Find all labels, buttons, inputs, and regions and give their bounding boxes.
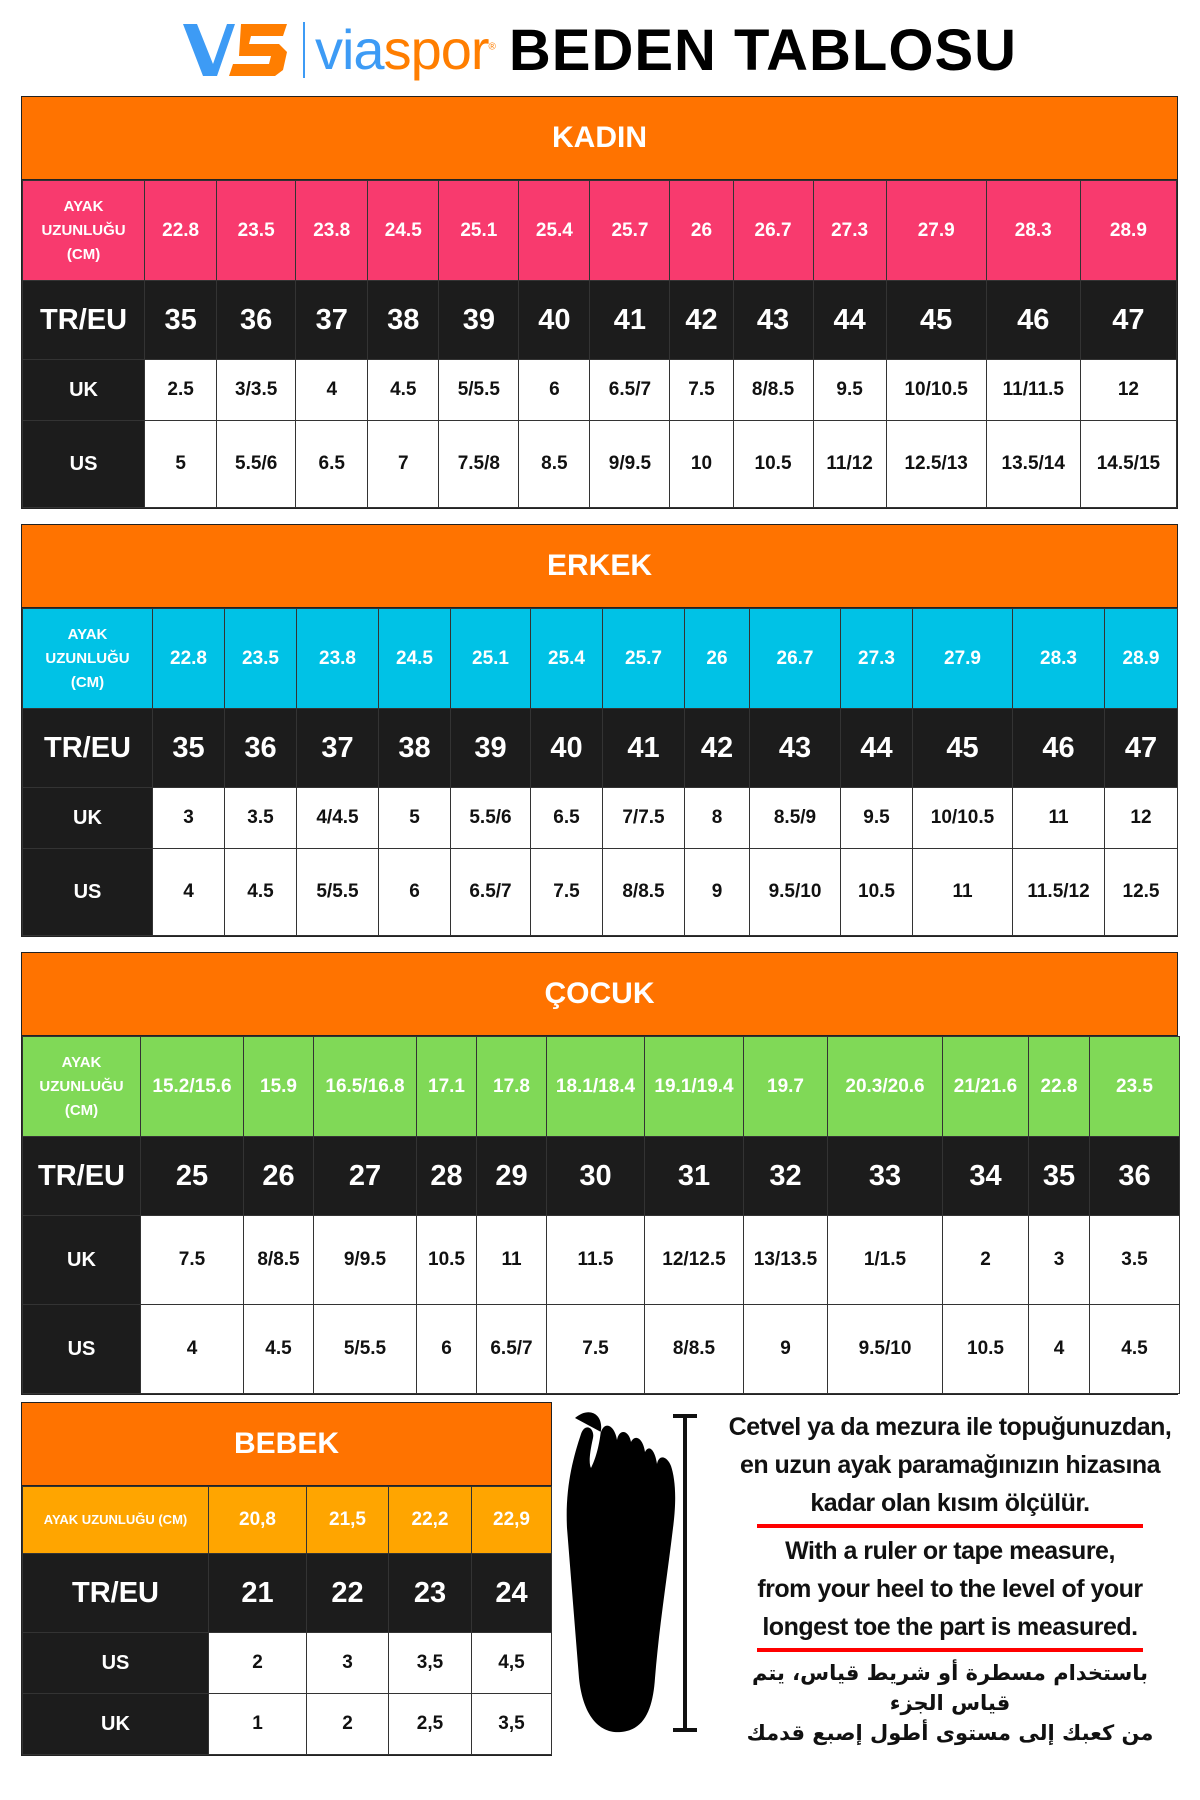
size-cell: 3 (1029, 1216, 1090, 1305)
kadin-size-grid (22, 180, 1177, 508)
size-cell: 41 (603, 709, 685, 788)
size-cell: 23.8 (296, 181, 368, 281)
size-cell: 25.4 (531, 609, 603, 709)
row-label: AYAK UZUNLUĞU (CM) (23, 1037, 141, 1137)
erkek-size-grid (22, 608, 1178, 936)
kadin-row-ayak-uzunlu-u-cm- (23, 181, 1177, 281)
size-cell: 24.5 (368, 181, 439, 281)
size-cell: 9.5/10 (750, 849, 841, 936)
foot-silhouette-icon (567, 1412, 675, 1732)
size-cell: 37 (297, 709, 379, 788)
size-cell: 3 (307, 1633, 389, 1694)
size-cell: 45 (913, 709, 1013, 788)
size-cell: 47 (1080, 281, 1176, 360)
size-cell: 7.5 (531, 849, 603, 936)
size-cell: 10.5 (733, 421, 813, 508)
size-cell: 4.5 (225, 849, 297, 936)
erkek-row-us (23, 849, 1178, 936)
size-cell: 4 (141, 1305, 244, 1394)
size-cell: 32 (744, 1137, 828, 1216)
red-divider (757, 1648, 1143, 1652)
row-label: US (23, 1633, 209, 1694)
size-cell: 16.5/16.8 (314, 1037, 417, 1137)
size-cell: 20,8 (209, 1487, 307, 1554)
size-cell: 35 (153, 709, 225, 788)
size-cell: 22.8 (1029, 1037, 1090, 1137)
size-cell: 27.9 (886, 181, 986, 281)
size-cell: 25.7 (590, 181, 670, 281)
size-cell: 26.7 (733, 181, 813, 281)
instruction-tr-line: kadar olan kısım ölçülür. (810, 1489, 1090, 1517)
row-label: TR/EU (23, 1137, 141, 1216)
brand-wordmark: viaspor® (314, 18, 495, 81)
size-cell: 27.3 (813, 181, 886, 281)
kadin-row-us (23, 421, 1177, 508)
size-cell: 15.9 (244, 1037, 314, 1137)
size-cell: 13.5/14 (986, 421, 1080, 508)
size-cell: 7.5/8 (439, 421, 519, 508)
size-cell: 23.5 (225, 609, 297, 709)
size-cell: 2.5 (145, 360, 217, 421)
size-cell: 43 (733, 281, 813, 360)
size-cell: 6.5/7 (451, 849, 531, 936)
bebek-size-table (21, 1402, 552, 1756)
size-cell: 5 (145, 421, 217, 508)
size-cell: 5.5/6 (217, 421, 296, 508)
size-cell: 8/8.5 (645, 1305, 744, 1394)
size-cell: 28.9 (1080, 181, 1176, 281)
size-cell: 26.7 (750, 609, 841, 709)
size-cell: 9/9.5 (590, 421, 670, 508)
measure-bar-icon (673, 1414, 697, 1732)
size-cell: 25.1 (451, 609, 531, 709)
size-cell: 11/11.5 (986, 360, 1080, 421)
size-cell: 2,5 (389, 1694, 472, 1755)
size-cell: 36 (1090, 1137, 1180, 1216)
row-label: AYAK UZUNLUĞU (CM) (23, 181, 145, 281)
instruction-ar-line: من كعبك إلى مستوى أطول إصبع قدمك (746, 1721, 1154, 1745)
row-label: TR/EU (23, 1554, 209, 1633)
size-cell: 38 (368, 281, 439, 360)
cocuk-section-title: ÇOCUK (22, 953, 1177, 1036)
cocuk-size-table (21, 952, 1178, 1395)
size-cell: 44 (813, 281, 886, 360)
size-cell: 2 (209, 1633, 307, 1694)
size-cell: 28 (417, 1137, 477, 1216)
size-cell: 11/12 (813, 421, 886, 508)
size-cell: 22 (307, 1554, 389, 1633)
size-cell: 17.1 (417, 1037, 477, 1137)
erkek-size-table (21, 524, 1178, 937)
size-cell: 28.3 (1013, 609, 1105, 709)
size-cell: 2 (307, 1694, 389, 1755)
size-cell: 4 (296, 360, 368, 421)
row-label: AYAK UZUNLUĞU (CM) (23, 1487, 209, 1554)
row-label: US (23, 1305, 141, 1394)
size-cell: 1 (209, 1694, 307, 1755)
size-cell: 19.7 (744, 1037, 828, 1137)
size-cell: 25.4 (519, 181, 590, 281)
size-cell: 10.5 (417, 1216, 477, 1305)
size-cell: 5/5.5 (314, 1305, 417, 1394)
size-cell: 18.1/18.4 (547, 1037, 645, 1137)
size-cell: 47 (1105, 709, 1178, 788)
size-cell: 3/3.5 (217, 360, 296, 421)
size-cell: 39 (451, 709, 531, 788)
size-cell: 8/8.5 (733, 360, 813, 421)
bebek-size-grid (22, 1486, 552, 1755)
size-cell: 6 (417, 1305, 477, 1394)
size-cell: 12.5 (1105, 849, 1178, 936)
bebek-section-title: BEBEK (22, 1403, 551, 1486)
size-cell: 19.1/19.4 (645, 1037, 744, 1137)
size-cell: 9 (744, 1305, 828, 1394)
size-cell: 4 (1029, 1305, 1090, 1394)
row-label: UK (23, 1694, 209, 1755)
size-cell: 8.5 (519, 421, 590, 508)
kadin-size-table (21, 96, 1178, 509)
size-cell: 22,9 (472, 1487, 552, 1554)
size-cell: 7.5 (670, 360, 733, 421)
erkek-section-title: ERKEK (22, 525, 1177, 608)
size-cell: 7.5 (141, 1216, 244, 1305)
foot-measure-illustration (555, 1408, 705, 1743)
size-cell: 12.5/13 (886, 421, 986, 508)
row-label: TR/EU (23, 709, 153, 788)
size-cell: 34 (943, 1137, 1029, 1216)
page-header (0, 14, 1200, 86)
size-cell: 3.5 (1090, 1216, 1180, 1305)
size-cell: 10/10.5 (886, 360, 986, 421)
size-cell: 3 (153, 788, 225, 849)
size-cell: 8/8.5 (603, 849, 685, 936)
size-cell: 22,2 (389, 1487, 472, 1554)
size-cell: 5 (379, 788, 451, 849)
row-label: US (23, 421, 145, 508)
row-label: UK (23, 788, 153, 849)
cocuk-size-grid (22, 1036, 1180, 1394)
size-cell: 5.5/6 (451, 788, 531, 849)
bebek-row-tr-eu (23, 1554, 552, 1633)
erkek-row-ayak-uzunlu-u-cm- (23, 609, 1178, 709)
size-cell: 9.5/10 (828, 1305, 943, 1394)
instruction-ar-line: باستخدام مسطرة أو شريط قياس، يتم قياس الجزء (751, 1661, 1149, 1715)
size-cell: 22.8 (145, 181, 217, 281)
size-cell: 28.3 (986, 181, 1080, 281)
size-cell: 10.5 (943, 1305, 1029, 1394)
size-cell: 33 (828, 1137, 943, 1216)
bebek-row-uk (23, 1694, 552, 1755)
size-cell: 11 (913, 849, 1013, 936)
size-cell: 12 (1105, 788, 1178, 849)
size-cell: 20.3/20.6 (828, 1037, 943, 1137)
size-cell: 23.8 (297, 609, 379, 709)
size-cell: 42 (685, 709, 750, 788)
measuring-instructions (720, 1408, 1180, 1748)
size-cell: 21,5 (307, 1487, 389, 1554)
size-cell: 28.9 (1105, 609, 1178, 709)
cocuk-row-ayak-uzunlu-u-cm- (23, 1037, 1180, 1137)
instruction-en-line: With a ruler or tape measure, (785, 1537, 1115, 1565)
size-cell: 26 (244, 1137, 314, 1216)
size-cell: 5/5.5 (297, 849, 379, 936)
size-cell: 4,5 (472, 1633, 552, 1694)
size-cell: 11 (1013, 788, 1105, 849)
row-label: AYAK UZUNLUĞU (CM) (23, 609, 153, 709)
size-cell: 21/21.6 (943, 1037, 1029, 1137)
size-cell: 4.5 (244, 1305, 314, 1394)
size-cell: 7 (368, 421, 439, 508)
size-cell: 44 (841, 709, 913, 788)
size-cell: 11.5 (547, 1216, 645, 1305)
size-cell: 4.5 (368, 360, 439, 421)
size-cell: 6.5/7 (477, 1305, 547, 1394)
size-cell: 23.5 (217, 181, 296, 281)
size-cell: 3,5 (389, 1633, 472, 1694)
size-cell: 26 (670, 181, 733, 281)
cocuk-row-uk (23, 1216, 1180, 1305)
size-cell: 35 (145, 281, 217, 360)
size-cell: 2 (943, 1216, 1029, 1305)
size-cell: 27.3 (841, 609, 913, 709)
size-cell: 29 (477, 1137, 547, 1216)
size-cell: 21 (209, 1554, 307, 1633)
size-cell: 43 (750, 709, 841, 788)
vs-logo-mark-icon (183, 22, 293, 78)
row-label: TR/EU (23, 281, 145, 360)
size-cell: 24.5 (379, 609, 451, 709)
size-cell: 46 (986, 281, 1080, 360)
size-cell: 25.7 (603, 609, 685, 709)
erkek-row-tr-eu (23, 709, 1178, 788)
size-cell: 4/4.5 (297, 788, 379, 849)
kadin-row-uk (23, 360, 1177, 421)
size-cell: 6.5/7 (590, 360, 670, 421)
size-cell: 7/7.5 (603, 788, 685, 849)
size-cell: 25.1 (439, 181, 519, 281)
size-cell: 4 (153, 849, 225, 936)
size-cell: 46 (1013, 709, 1105, 788)
size-cell: 11.5/12 (1013, 849, 1105, 936)
instruction-en-line: from your heel to the level of your (757, 1575, 1143, 1603)
size-cell: 12/12.5 (645, 1216, 744, 1305)
size-cell: 13/13.5 (744, 1216, 828, 1305)
size-cell: 36 (217, 281, 296, 360)
size-cell: 40 (531, 709, 603, 788)
size-cell: 36 (225, 709, 297, 788)
size-cell: 27 (314, 1137, 417, 1216)
size-cell: 42 (670, 281, 733, 360)
size-cell: 9/9.5 (314, 1216, 417, 1305)
size-cell: 3.5 (225, 788, 297, 849)
viaspor-logo (183, 18, 495, 81)
size-cell: 9 (685, 849, 750, 936)
size-cell: 7.5 (547, 1305, 645, 1394)
erkek-row-uk (23, 788, 1178, 849)
instruction-tr-line: en uzun ayak paramağınızın hizasına (739, 1451, 1161, 1479)
size-cell: 17.8 (477, 1037, 547, 1137)
size-cell: 38 (379, 709, 451, 788)
kadin-section-title: KADIN (22, 97, 1177, 180)
row-label: US (23, 849, 153, 936)
size-cell: 41 (590, 281, 670, 360)
size-cell: 26 (685, 609, 750, 709)
size-cell: 15.2/15.6 (141, 1037, 244, 1137)
brand-suffix: spor (383, 18, 489, 81)
size-cell: 45 (886, 281, 986, 360)
size-cell: 6 (519, 360, 590, 421)
size-cell: 10/10.5 (913, 788, 1013, 849)
cocuk-row-us (23, 1305, 1180, 1394)
size-cell: 6 (379, 849, 451, 936)
size-cell: 25 (141, 1137, 244, 1216)
brand-prefix: via (314, 18, 384, 81)
row-label: UK (23, 1216, 141, 1305)
size-cell: 23 (389, 1554, 472, 1633)
size-cell: 5/5.5 (439, 360, 519, 421)
size-cell: 24 (472, 1554, 552, 1633)
bebek-row-ayak-uzunlu-u-cm- (23, 1487, 552, 1554)
size-cell: 6.5 (531, 788, 603, 849)
size-cell: 8.5/9 (750, 788, 841, 849)
size-cell: 8 (685, 788, 750, 849)
bebek-row-us (23, 1633, 552, 1694)
kadin-row-tr-eu (23, 281, 1177, 360)
size-cell: 10 (670, 421, 733, 508)
size-cell: 6.5 (296, 421, 368, 508)
page-title: BEDEN TABLOSU (508, 17, 1018, 83)
size-cell: 31 (645, 1137, 744, 1216)
size-cell: 10.5 (841, 849, 913, 936)
size-cell: 40 (519, 281, 590, 360)
red-divider (757, 1524, 1143, 1528)
instruction-en-line: longest toe the part is measured. (762, 1613, 1138, 1641)
cocuk-row-tr-eu (23, 1137, 1180, 1216)
instruction-tr-line: Cetvel ya da mezura ile topuğunuzdan, (728, 1413, 1172, 1441)
size-cell: 1/1.5 (828, 1216, 943, 1305)
size-cell: 14.5/15 (1080, 421, 1176, 508)
size-cell: 23.5 (1090, 1037, 1180, 1137)
size-cell: 37 (296, 281, 368, 360)
size-cell: 8/8.5 (244, 1216, 314, 1305)
size-cell: 30 (547, 1137, 645, 1216)
size-cell: 27.9 (913, 609, 1013, 709)
size-cell: 22.8 (153, 609, 225, 709)
size-cell: 9.5 (841, 788, 913, 849)
size-cell: 11 (477, 1216, 547, 1305)
size-cell: 9.5 (813, 360, 886, 421)
size-cell: 39 (439, 281, 519, 360)
logo-divider (303, 22, 305, 78)
size-cell: 12 (1080, 360, 1176, 421)
row-label: UK (23, 360, 145, 421)
size-cell: 3,5 (472, 1694, 552, 1755)
size-cell: 4.5 (1090, 1305, 1180, 1394)
size-cell: 35 (1029, 1137, 1090, 1216)
